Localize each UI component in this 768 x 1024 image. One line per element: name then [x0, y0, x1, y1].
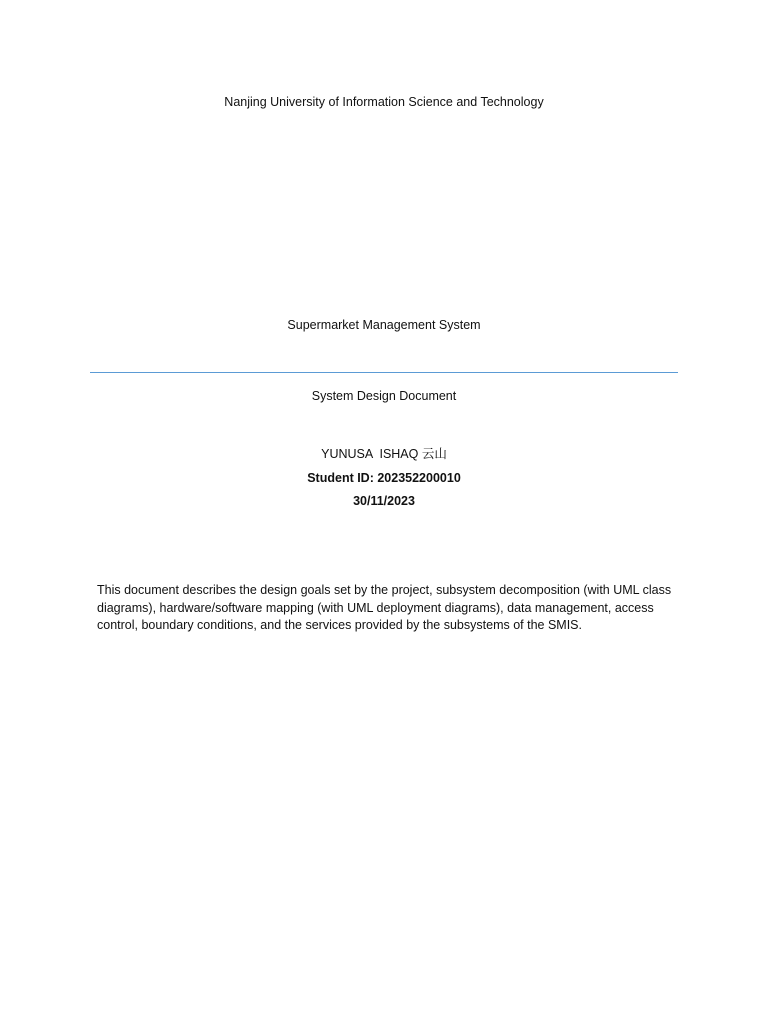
- abstract-paragraph: This document describes the design goals set by the project, subsystem decomposition (with UML class diagrams), hardware/software mapping (with UML deployment diagrams), data management, access control, boundary conditions, and the services provided by the subsystems of the SMIS.: [97, 583, 672, 632]
- student-id: Student ID: 202352200010: [307, 471, 461, 485]
- university-name: Nanjing University of Information Science and Technology: [224, 95, 544, 109]
- title-divider: [90, 372, 678, 373]
- document-type: System Design Document: [311, 389, 457, 403]
- project-title: Supermarket Management System: [287, 318, 481, 332]
- document-date: 30/11/2023: [353, 494, 415, 508]
- author-name: YUNUSA ISHAQ 云山: [321, 447, 447, 461]
